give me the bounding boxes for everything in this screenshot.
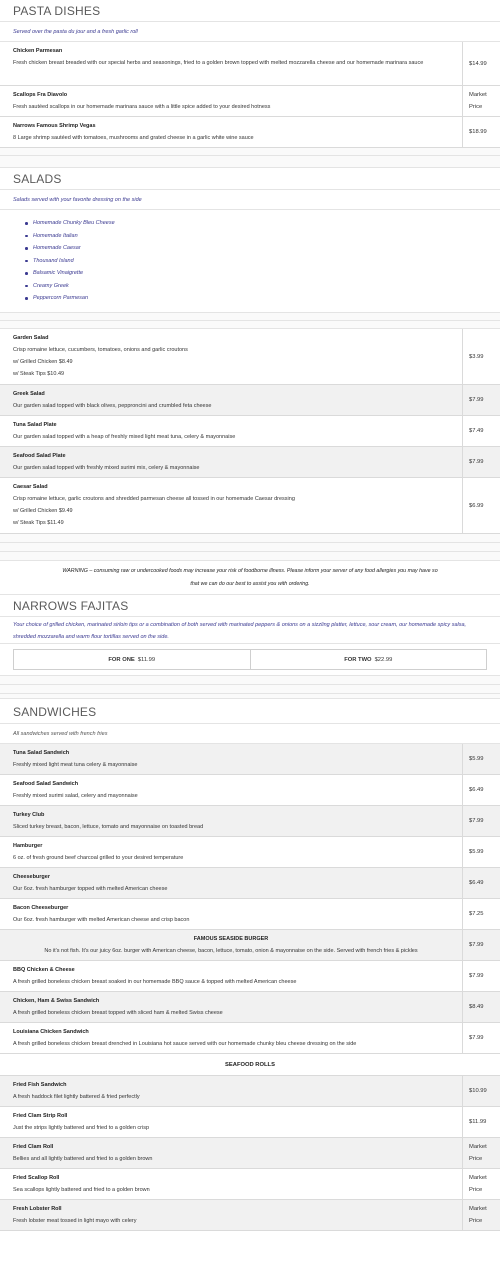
item-description: Bellies and all lightly battered and fried to a golden brown bbox=[13, 1156, 153, 1162]
menu-item bbox=[0, 992, 500, 1023]
item-description: A fresh grilled boneless chicken breast soaked in our homemade BBQ sauce & topped with melted American cheese bbox=[13, 979, 297, 985]
menu-item bbox=[0, 837, 500, 868]
fajita-price: $22.99 bbox=[374, 656, 393, 663]
item-name: Chicken Parmesan bbox=[13, 48, 63, 54]
item-name: Fried Fish Sandwich bbox=[13, 1082, 67, 1088]
item-description: 8 Large shrimp sautéed with tomatoes, mushrooms and grated cheese in a garlic white wine sauce bbox=[13, 135, 254, 141]
item-price: Market Price bbox=[469, 1206, 487, 1224]
menu-item bbox=[0, 42, 500, 86]
item-price: Market Price bbox=[469, 1144, 487, 1162]
menu-item bbox=[0, 806, 500, 837]
item-price: $14.99 bbox=[469, 60, 487, 67]
sandwiches-subtitle: All sandwiches served with french fries bbox=[0, 724, 500, 744]
menu-item bbox=[0, 899, 500, 930]
spacer bbox=[0, 543, 500, 552]
spacer bbox=[0, 676, 500, 685]
item-description: A fresh grilled boneless chicken breast topped with sliced ham & melted Swiss cheese bbox=[13, 1010, 223, 1016]
dressing-option: Creamy Greek bbox=[33, 280, 487, 293]
item-price: $10.99 bbox=[469, 1088, 487, 1094]
fajita-size-label: FOR ONE bbox=[108, 656, 135, 663]
item-name: Chicken, Ham & Swiss Sandwich bbox=[13, 998, 100, 1004]
menu-item bbox=[0, 868, 500, 899]
menu-item bbox=[0, 1138, 500, 1169]
spacer bbox=[0, 156, 500, 168]
item-description: Fresh sautéed scallops in our homemade marinara sauce with a little spice added to your desired hotness bbox=[13, 104, 271, 110]
item-price: $7.99 bbox=[469, 459, 484, 465]
menu-item bbox=[0, 930, 500, 961]
spacer bbox=[0, 148, 500, 156]
item-price: $7.99 bbox=[469, 818, 484, 824]
item-name: Cheeseburger bbox=[13, 874, 50, 880]
spacer bbox=[0, 552, 500, 561]
menu-item bbox=[0, 775, 500, 806]
item-name: Fresh Lobster Roll bbox=[13, 1206, 62, 1212]
dressing-option: Homemade Italian bbox=[33, 230, 487, 243]
allergy-warning bbox=[0, 561, 500, 595]
item-description: No it's not fish. It's our juicy 6oz. burger with American cheese, bacon, lettuce, tomato, onion & mayonnaise on the side. Served with french fries & pickles bbox=[44, 948, 418, 954]
item-description: Our 6oz. fresh hamburger with melted American cheese and crisp bacon bbox=[13, 917, 190, 923]
menu-item bbox=[0, 447, 500, 478]
item-description: Fresh chicken breast breaded with our special herbs and seasonings, fried to a golden brown topped with melted mozzarella cheese and our homemade marinara sauce bbox=[13, 60, 424, 66]
item-name: Tuna Salad Plate bbox=[13, 422, 57, 428]
dressing-list bbox=[0, 210, 500, 313]
item-name: Seafood Salad Sandwich bbox=[13, 781, 79, 787]
item-description: Freshly mixed light meat tuna celery & mayonnaise bbox=[13, 762, 138, 768]
item-name: Tuna Salad Sandwich bbox=[13, 750, 70, 756]
item-price: $7.25 bbox=[469, 911, 484, 917]
spacer bbox=[0, 685, 500, 694]
fajita-size-label: FOR TWO bbox=[344, 656, 372, 663]
dressing-option: Thousand Island bbox=[33, 255, 487, 268]
item-description: Crisp romaine lettuce, cucumbers, tomatoes, onions and garlic croutons bbox=[13, 347, 188, 353]
item-description: Our garden salad topped with black olives, pepproncini and crumbled feta cheese bbox=[13, 403, 212, 409]
item-description: A fresh grilled boneless chicken breast drenched in Louisiana hot sauce served with our homemade chunky bleu cheese dressing on the side bbox=[13, 1041, 357, 1047]
item-name: Narrows Famous Shrimp Vegas bbox=[13, 123, 96, 129]
menu-item bbox=[0, 478, 500, 534]
item-name: Fried Clam Roll bbox=[13, 1144, 54, 1150]
salads-subtitle: Salads served with your favorite dressing on the side bbox=[0, 190, 500, 210]
item-description: 6 oz. of fresh ground beef charcoal grilled to your desired temperature bbox=[13, 855, 184, 861]
spacer bbox=[0, 321, 500, 329]
menu-item bbox=[0, 1023, 500, 1054]
item-name: Turkey Club bbox=[13, 812, 45, 818]
item-addon: w/ Grilled Chicken $8.49 bbox=[13, 359, 73, 365]
item-description: Our garden salad topped with a heap of freshly mixed light meat tuna, celery & mayonnaise bbox=[13, 434, 236, 440]
dressing-option: Homemade Chunky Bleu Cheese bbox=[33, 217, 487, 230]
spacer bbox=[0, 313, 500, 321]
item-price: $7.99 bbox=[469, 942, 484, 948]
item-addon: w/ Grilled Chicken $9.49 bbox=[13, 508, 73, 514]
item-price: Market Price bbox=[469, 92, 487, 110]
item-description: Just the strips lightly battered and fried to a golden crisp bbox=[13, 1125, 150, 1131]
item-price: $7.99 bbox=[469, 1035, 484, 1041]
menu-item bbox=[0, 961, 500, 992]
menu-item bbox=[0, 1169, 500, 1200]
item-description: Our garden salad topped with freshly mixed surimi mix, celery & mayonnaise bbox=[13, 465, 200, 471]
menu-item bbox=[0, 744, 500, 775]
item-description: Freshly mixed surimi salad, celery and mayonnaise bbox=[13, 793, 138, 799]
item-description: Sea scallops lightly battered and fried to a golden brown bbox=[13, 1187, 150, 1193]
item-name: Hamburger bbox=[13, 843, 43, 849]
item-description: A fresh haddock filet lightly battered & fried perfectly bbox=[13, 1094, 140, 1100]
item-name: Caesar Salad bbox=[13, 484, 48, 490]
menu-item bbox=[0, 1076, 500, 1107]
item-price: $8.49 bbox=[469, 1004, 484, 1010]
item-price: $7.49 bbox=[469, 428, 484, 434]
item-description: Fresh lobster meat tossed in light mayo with celery bbox=[13, 1218, 137, 1224]
spacer bbox=[0, 534, 500, 543]
item-name: Scallops Fra Diavolo bbox=[13, 92, 68, 98]
item-price: $5.99 bbox=[469, 849, 484, 855]
item-name: Fried Clam Strip Roll bbox=[13, 1113, 68, 1119]
fajita-for-one bbox=[14, 650, 250, 669]
item-description: Our 6oz. fresh hamburger topped with melted American cheese bbox=[13, 886, 168, 892]
item-price: $6.49 bbox=[469, 880, 484, 886]
item-description: Crisp romaine lettuce, garlic croutons and shredded parmesan cheese all tossed in our homemade Caesar dressing bbox=[13, 496, 295, 502]
item-name: Seafood Salad Plate bbox=[13, 453, 66, 459]
fajita-price: $11.99 bbox=[137, 656, 156, 663]
fajita-for-two bbox=[250, 650, 487, 669]
item-description: Sliced turkey breast, bacon, lettuce, tomato and mayonnaise on toasted bread bbox=[13, 824, 204, 830]
item-price: $6.49 bbox=[469, 787, 484, 793]
menu-item bbox=[0, 117, 500, 148]
item-name: Fried Scallop Roll bbox=[13, 1175, 60, 1181]
warning-line: WARNING – consuming raw or undercooked foods may increase your risk of foodborne illness. Please inform your server of any food allergies you may have so bbox=[62, 568, 438, 574]
fajita-price-row bbox=[13, 649, 487, 670]
item-name: Bacon Cheeseburger bbox=[13, 905, 69, 911]
item-price: $11.99 bbox=[469, 1119, 487, 1125]
item-price: $7.99 bbox=[469, 973, 484, 979]
warning-line: that we can do our best to assist you with ordering. bbox=[190, 581, 310, 587]
item-name: FAMOUS SEASIDE BURGER bbox=[193, 936, 269, 942]
item-price: $7.99 bbox=[469, 397, 484, 403]
fajitas-subtitle: Your choice of grilled chicken, marinated sirloin tips or a combination of both served with marinated peppers & onions on a sizzling platter, lettuce, sour cream, our homemade spicy salsa, shredded mozzarella and warm flour tortillas served on the side. bbox=[0, 617, 500, 644]
dressing-option: Balsamic Vinaigrette bbox=[33, 267, 487, 280]
item-name: Garden Salad bbox=[13, 335, 49, 341]
sandwiches-section-title: SANDWICHES bbox=[0, 699, 500, 724]
item-name: BBQ Chicken & Cheese bbox=[13, 967, 75, 973]
item-price: $18.99 bbox=[469, 129, 487, 135]
item-name: Louisiana Chicken Sandwich bbox=[13, 1029, 89, 1035]
menu-item bbox=[0, 385, 500, 416]
dressing-option: Peppercorn Parmesan bbox=[33, 292, 487, 305]
pasta-subtitle: Served over the pasta du jour and a fresh garlic roll bbox=[0, 22, 500, 42]
item-price: Market Price bbox=[469, 1175, 487, 1193]
dressing-option: Homemade Caesar bbox=[33, 242, 487, 255]
item-price: $5.99 bbox=[469, 756, 484, 762]
item-price: $3.99 bbox=[469, 353, 484, 360]
menu-item bbox=[0, 86, 500, 117]
fajita-price-box bbox=[0, 644, 500, 676]
salads-section-title: SALADS bbox=[0, 168, 500, 190]
fajitas-section-title: NARROWS FAJITAS bbox=[0, 595, 500, 617]
menu-item bbox=[0, 416, 500, 447]
item-addon: w/ Steak Tips $10.49 bbox=[13, 371, 65, 377]
pasta-section-title: PASTA DISHES bbox=[0, 0, 500, 22]
item-price: $6.99 bbox=[469, 502, 484, 509]
item-addon: w/ Steak Tips $11.49 bbox=[13, 520, 64, 526]
menu-item bbox=[0, 1200, 500, 1231]
seafood-rolls-heading: SEAFOOD ROLLS bbox=[0, 1054, 500, 1076]
menu-item bbox=[0, 1107, 500, 1138]
menu-item bbox=[0, 329, 500, 385]
item-name: Greek Salad bbox=[13, 391, 45, 397]
